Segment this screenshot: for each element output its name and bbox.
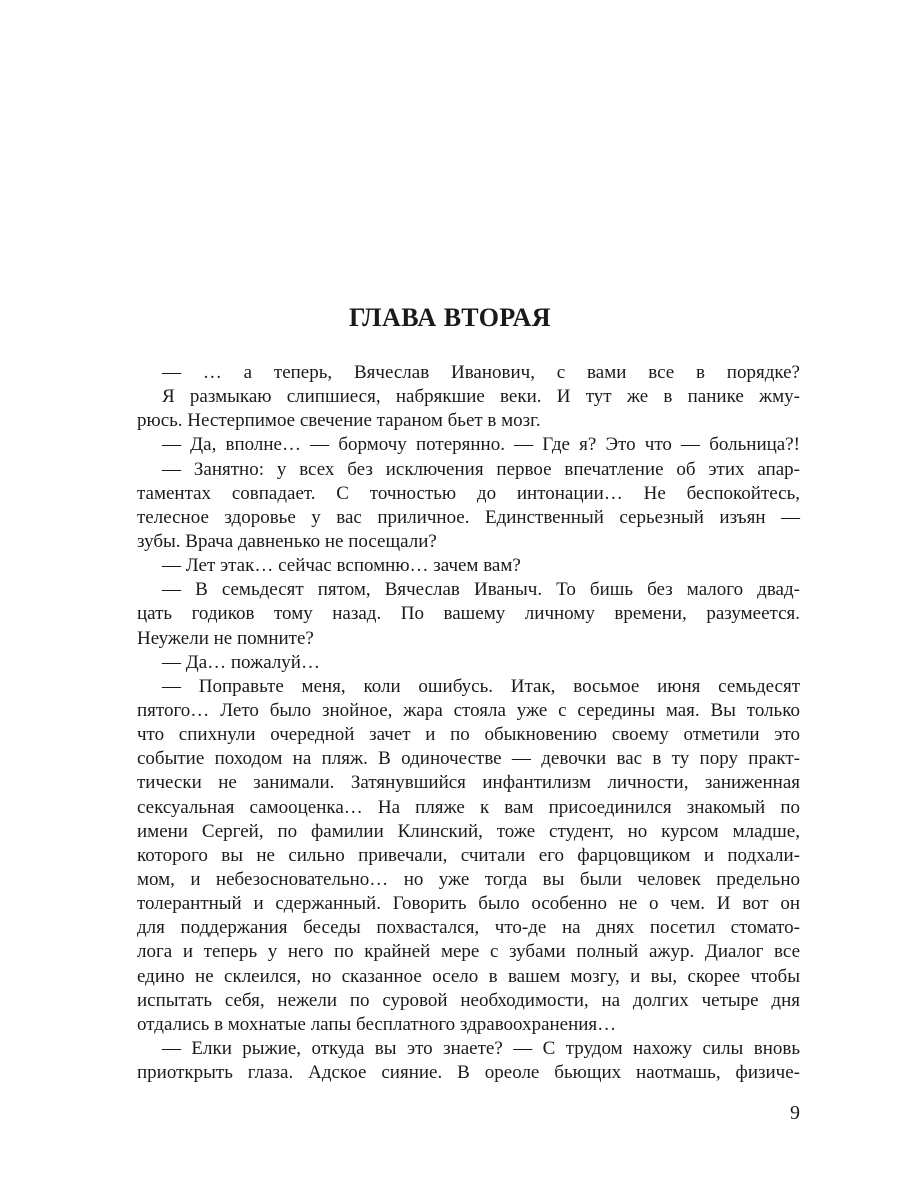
text-line: едино не склеился, но сказанное осело в вашем мозгу, и вы, скорее чтобы [137, 965, 800, 987]
text-line: мом, и небезосновательно… но уже тогда вы были человек предельно [137, 868, 800, 890]
text-line: имени Сергей, по фамилии Клинский, тоже студент, но курсом младше, [137, 820, 800, 842]
text-line: тически не занимали. Затянувшийся инфантилизм личности, заниженная [137, 772, 800, 794]
text-line: зубы. Врача давненько не посещали? [137, 530, 437, 552]
text-line: для поддержания беседы похвастался, что-де на днях посетил стомато- [137, 917, 800, 939]
body-text [137, 361, 800, 1085]
text-line: таментах совпадает. С точностью до интонации… Не беспокойтесь, [137, 482, 800, 504]
text-line: которого вы не сильно привечали, считали его фарцовщиком и подхали- [137, 844, 800, 866]
text-line: — В семьдесят пятом, Вячеслав Иваныч. То бишь без малого двад- [162, 579, 800, 601]
text-line: — … а теперь, Вячеслав Иванович, с вами все в порядке? [162, 362, 800, 383]
text-line: приоткрыть глаза. Адское сияние. В ореоле бьющих наотмашь, физиче- [137, 1062, 800, 1084]
text-line: — Да… пожалуй… [162, 651, 320, 673]
text-line: рюсь. Нестерпимое свечение тараном бьет в мозг. [137, 410, 541, 432]
page-number: 9 [790, 1102, 800, 1124]
text-line: Неужели не помните? [137, 627, 314, 649]
text-line: лога и теперь у него по крайней мере с зубами полный ажур. Диалог все [137, 941, 800, 963]
text-line: цать годиков тому назад. По вашему личному времени, разумеется. [137, 603, 800, 625]
text-line: телесное здоровье у вас приличное. Единственный серьезный изъян — [137, 506, 800, 528]
text-line: толерантный и сдержанный. Говорить было особенно не о чем. И вот он [137, 893, 800, 915]
text-line: отдались в мохнатые лапы бесплатного здравоохранения… [137, 1013, 617, 1035]
text-line: — Занятно: у всех без исключения первое впечатление об этих апар- [162, 458, 800, 480]
text-line: — Поправьте меня, коли ошибусь. Итак, восьмое июня семьдесят [162, 675, 800, 697]
text-line: Я размыкаю слипшиеся, набрякшие веки. И тут же в панике жму- [162, 386, 800, 408]
text-line: событие походом на пляж. В одиночестве — девочки вас в ту пору практ- [137, 748, 800, 770]
text-line: сексуальная самооценка… На пляже к вам присоединился знакомый по [137, 796, 800, 818]
text-line: — Лет этак… сейчас вспомню… зачем вам? [162, 555, 521, 577]
chapter-title: ГЛАВА ВТОРАЯ [348, 303, 552, 332]
text-line: — Да, вполне… — бормочу потерянно. — Где я? Это что — больница?! [162, 434, 800, 456]
text-line: что спихнули очередной зачет и по обыкновению своему отметили это [137, 724, 800, 746]
text-line: — Елки рыжие, откуда вы это знаете? — С трудом нахожу силы вновь [162, 1037, 800, 1059]
text-line: испытать себя, нежели по суровой необходимости, на долгих четыре дня [137, 989, 800, 1011]
text-line: пятого… Лето было знойное, жара стояла уже с середины мая. Вы только [137, 699, 800, 721]
